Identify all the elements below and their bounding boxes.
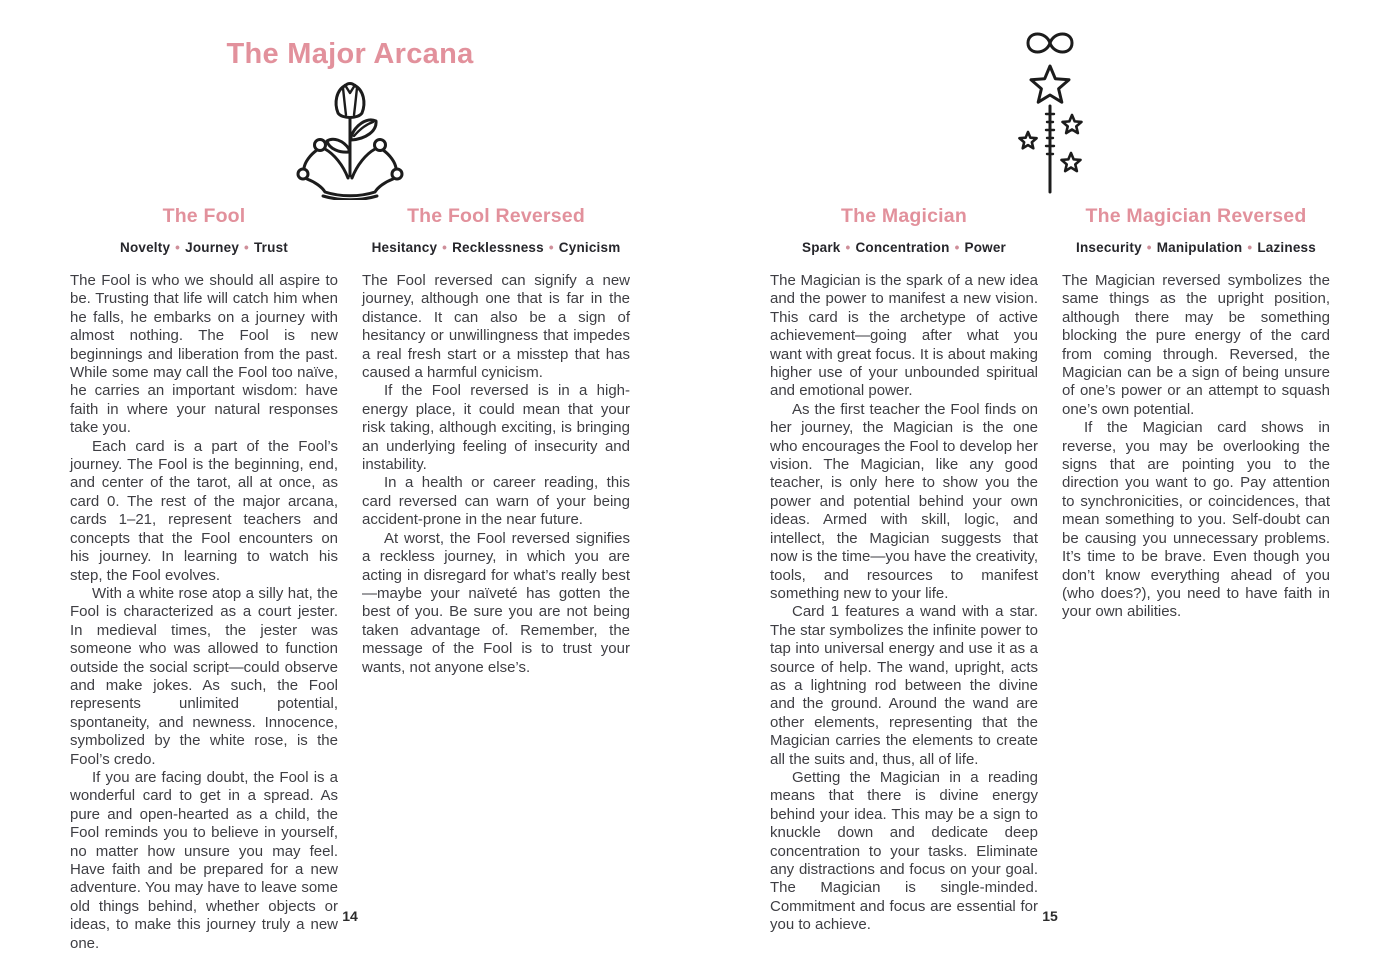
bullet-separator: •	[1146, 240, 1152, 255]
body-paragraph: In a health or career reading, this card reversed can warn of your being accident-prone in the near future.	[362, 474, 630, 529]
bullet-separator: •	[845, 240, 851, 255]
keyword: Trust	[253, 240, 288, 255]
body-paragraph: If the Fool reversed is in a high-energy place, it could mean that your risk taking, although exciting, is bringing an underlying feeling of insecurity and instability.	[362, 382, 630, 474]
body-paragraph: The Magician is the spark of a new idea and the power to manifest a new vision. This card is the archetype of active achievement—going after what you want with great focus. It is about making higher use of your unbounded spiritual and emotional power.	[770, 272, 1038, 400]
keyword: Laziness	[1257, 240, 1316, 255]
body-paragraph: The Magician reversed symbolizes the same things as the upright position, although there may be something blocking the pure energy of the card from coming through. Reversed, the Magician can be a sign of being unsure of one’s power or an attempt to squash one’s own potential.	[1062, 272, 1330, 418]
book-page-left	[0, 0, 700, 952]
section-heading: The Magician	[841, 205, 967, 227]
bullet-separator: •	[954, 240, 960, 255]
bullet-separator: •	[175, 240, 181, 255]
book-page-right	[700, 0, 1400, 952]
body-paragraph: Each card is a part of the Fool’s journey. The Fool is the beginning, end, and center of the tarot, all at once, as card 0. The rest of the major arcana, cards 1–21, represent teachers and concepts that the Fool encounters on his journey. In learning to watch his step, the Fool evolves.	[70, 437, 338, 584]
body-paragraph: At worst, the Fool reversed signifies a reckless journey, in which you are acting in disregard for what’s really best—maybe your naïveté has gotten the best of you. Be sure you are not being taken advantage of. Remember, the message of the Fool is to trust your wants, not anyone else’s.	[362, 529, 630, 676]
keyword-list	[1062, 240, 1330, 256]
keyword-list	[770, 240, 1038, 256]
keyword: Power	[964, 240, 1007, 255]
keyword: Manipulation	[1156, 240, 1243, 255]
infinity-wand-stars-icon	[1005, 24, 1095, 199]
bullet-separator: •	[442, 240, 448, 255]
body-paragraph: As the first teacher the Fool finds on her journey, the Magician is the one who encourages the Fool to develop her vision. The Magician, like any good teacher, is only here to show you the power and potential behind your own ideas. Armed with skill, logic, and intellect, the Magician suggests that now is the time—you have the creativity, tools, and resources to manifest something new to your life.	[770, 400, 1038, 602]
section-the-magician	[770, 203, 1038, 935]
keyword: Insecurity	[1076, 240, 1142, 255]
body-paragraph: Card 1 features a wand with a star. The star symbolizes the infinite power to tap into universal energy and use it as a source of help. The wand, upright, acts as a lightning rod between the divine and the ground. Around the wand are other elements, representing that the Magician carries the elements to create all the suits and, thus, all of life.	[770, 603, 1038, 768]
section-heading: The Fool	[162, 205, 246, 227]
section-body	[70, 272, 338, 953]
section-the-magician-reversed	[1062, 203, 1330, 622]
keyword: Journey	[185, 240, 240, 255]
body-paragraph: If the Magician card shows in reverse, you may be overlooking the signs that are pointing you to the direction you want to go. Pay attention to synchronicities, or coincidences, that mean something to you. Self-doubt can be causing you unnecessary problems. It’s time to be brave. Even though you don’t know everything ahead of you (who does?), you need to have faith in your own abilities.	[1062, 419, 1330, 621]
keyword: Concentration	[855, 240, 950, 255]
section-heading: The Fool Reversed	[407, 205, 585, 227]
body-paragraph: The Fool reversed can signify a new journey, although one that is far in the distance. It can also be a sign of hesitancy or unwillingness that impedes a real fresh start or a misstep that has caused a harmful cynicism.	[362, 272, 630, 382]
keyword: Novelty	[120, 240, 171, 255]
keyword: Cynicism	[558, 240, 621, 255]
keyword-list	[70, 240, 338, 256]
section-body	[1062, 272, 1330, 622]
body-paragraph: With a white rose atop a silly hat, the Fool is characterized as a court jester. In medieval times, the jester was someone who was allowed to function outside the social script—could observe and make jokes. As such, the Fool represents unlimited potential, spontaneity, and newness. Innocence, symbolized by the white rose, is the Fool’s credo.	[70, 584, 338, 768]
page-number-right: 15	[1042, 908, 1058, 924]
bullet-separator: •	[548, 240, 554, 255]
keyword: Hesitancy	[371, 240, 438, 255]
bullet-separator: •	[1247, 240, 1253, 255]
body-paragraph: Getting the Magician in a reading means that there is divine energy behind your idea. This may be a sign to knuckle down and dedicate deep concentration to your tasks. Eliminate any distractions and focus on your goal. The Magician is single-minded. Commitment and focus are essential for you to achieve.	[770, 768, 1038, 934]
section-the-fool	[70, 203, 338, 953]
keyword-list	[362, 240, 630, 256]
bullet-separator: •	[244, 240, 249, 255]
keyword: Spark	[801, 240, 841, 255]
page-title: The Major Arcana	[226, 38, 474, 70]
body-paragraph: The Fool is who we should all aspire to be. Trusting that life will catch him when he falls, he embarks on a journey with almost nothing. The Fool is new beginnings and liberation from the past. While some may call the Fool too naïve, he carries an important wisdom: have faith in where your natural responses take you.	[70, 272, 338, 437]
infinity-icon	[1028, 34, 1072, 52]
page-number-left: 14	[342, 908, 358, 924]
section-the-fool-reversed	[362, 203, 630, 677]
section-heading: The Magician Reversed	[1085, 205, 1307, 227]
jester-crown-rose-icon	[290, 75, 410, 200]
keyword: Recklessness	[452, 240, 544, 255]
section-body	[362, 272, 630, 677]
body-paragraph: If you are facing doubt, the Fool is a wonderful card to get in a spread. As pure and open-hearted as a child, the Fool reminds you to believe in yourself, no matter how unsure you may feel. Have faith and be prepared for a new adventure. You may have to leave some old things behind, whether objects or ideas, to make this journey truly a new one.	[70, 768, 338, 952]
section-body	[770, 272, 1038, 935]
